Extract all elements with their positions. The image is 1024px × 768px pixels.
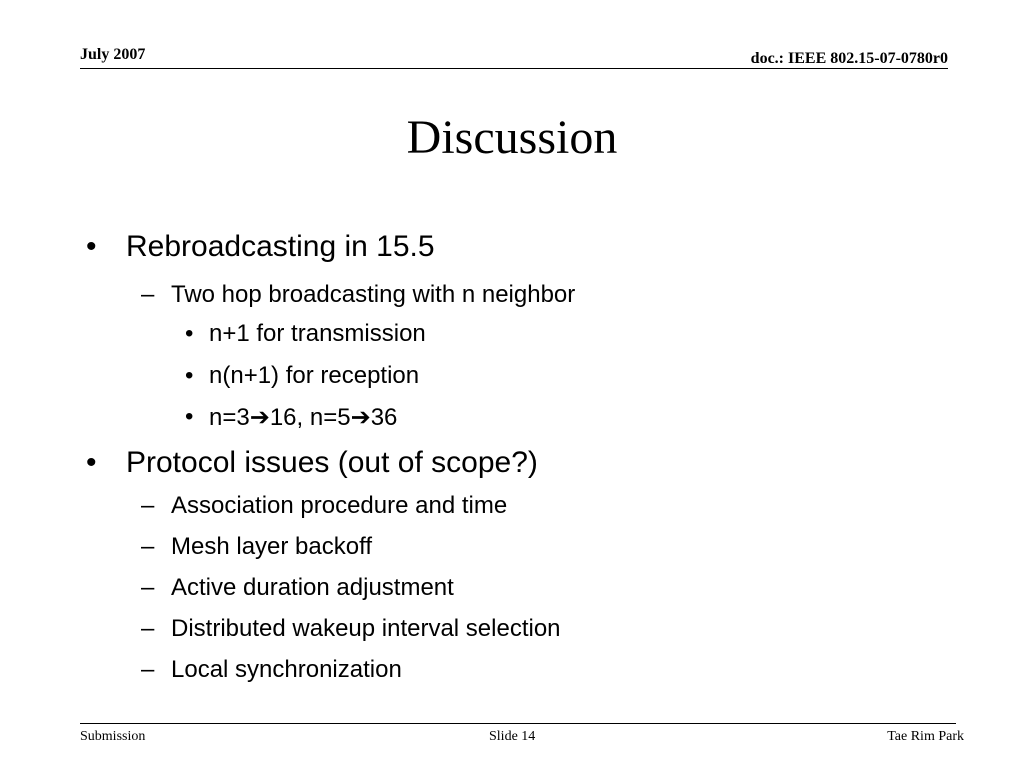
- dash-marker: –: [141, 574, 155, 601]
- bullet-text: Two hop broadcasting with n neighbor: [171, 281, 576, 308]
- bullet-text: n+1 for transmission: [209, 320, 426, 347]
- bullet-marker: •: [185, 403, 194, 430]
- footer-author: Tae Rim Park: [887, 729, 964, 744]
- dash-marker: –: [141, 281, 155, 308]
- bullet-text: Protocol issues (out of scope?): [126, 446, 538, 479]
- header-doc-id: doc.: IEEE 802.15-07-0780r0: [750, 50, 948, 67]
- bullet-text: Active duration adjustment: [171, 574, 454, 601]
- footer-slide-number: Slide 14: [489, 729, 536, 744]
- right-arrow-icon: ➔: [350, 404, 371, 431]
- bullet-text: Mesh layer backoff: [171, 533, 372, 560]
- dash-marker: –: [141, 656, 155, 683]
- bullet-text: n(n+1) for reception: [209, 362, 420, 389]
- bullet-text: Local synchronization: [171, 656, 402, 683]
- dash-marker: –: [141, 492, 155, 519]
- bullet-marker: •: [86, 230, 97, 263]
- bullet-text: [209, 403, 397, 432]
- slide-title: Discussion: [406, 111, 618, 164]
- bullet-text-part: 16, n=5: [269, 404, 351, 431]
- footer-rule: [80, 723, 956, 724]
- bullet-marker: •: [86, 446, 97, 479]
- dash-marker: –: [141, 615, 155, 642]
- header-date: July 2007: [80, 46, 146, 63]
- bullet-text-part: n=3: [209, 404, 250, 431]
- right-arrow-icon: ➔: [249, 404, 270, 431]
- bullet-text-part: 36: [370, 404, 398, 431]
- bullet-text: Rebroadcasting in 15.5: [126, 230, 435, 263]
- bullet-marker: •: [185, 320, 194, 347]
- bullet-text: Distributed wakeup interval selection: [171, 615, 561, 642]
- bullet-text: Association procedure and time: [171, 492, 508, 519]
- bullet-marker: •: [185, 362, 194, 389]
- dash-marker: –: [141, 533, 155, 560]
- header-rule: [80, 68, 948, 69]
- footer-submission: Submission: [80, 729, 146, 744]
